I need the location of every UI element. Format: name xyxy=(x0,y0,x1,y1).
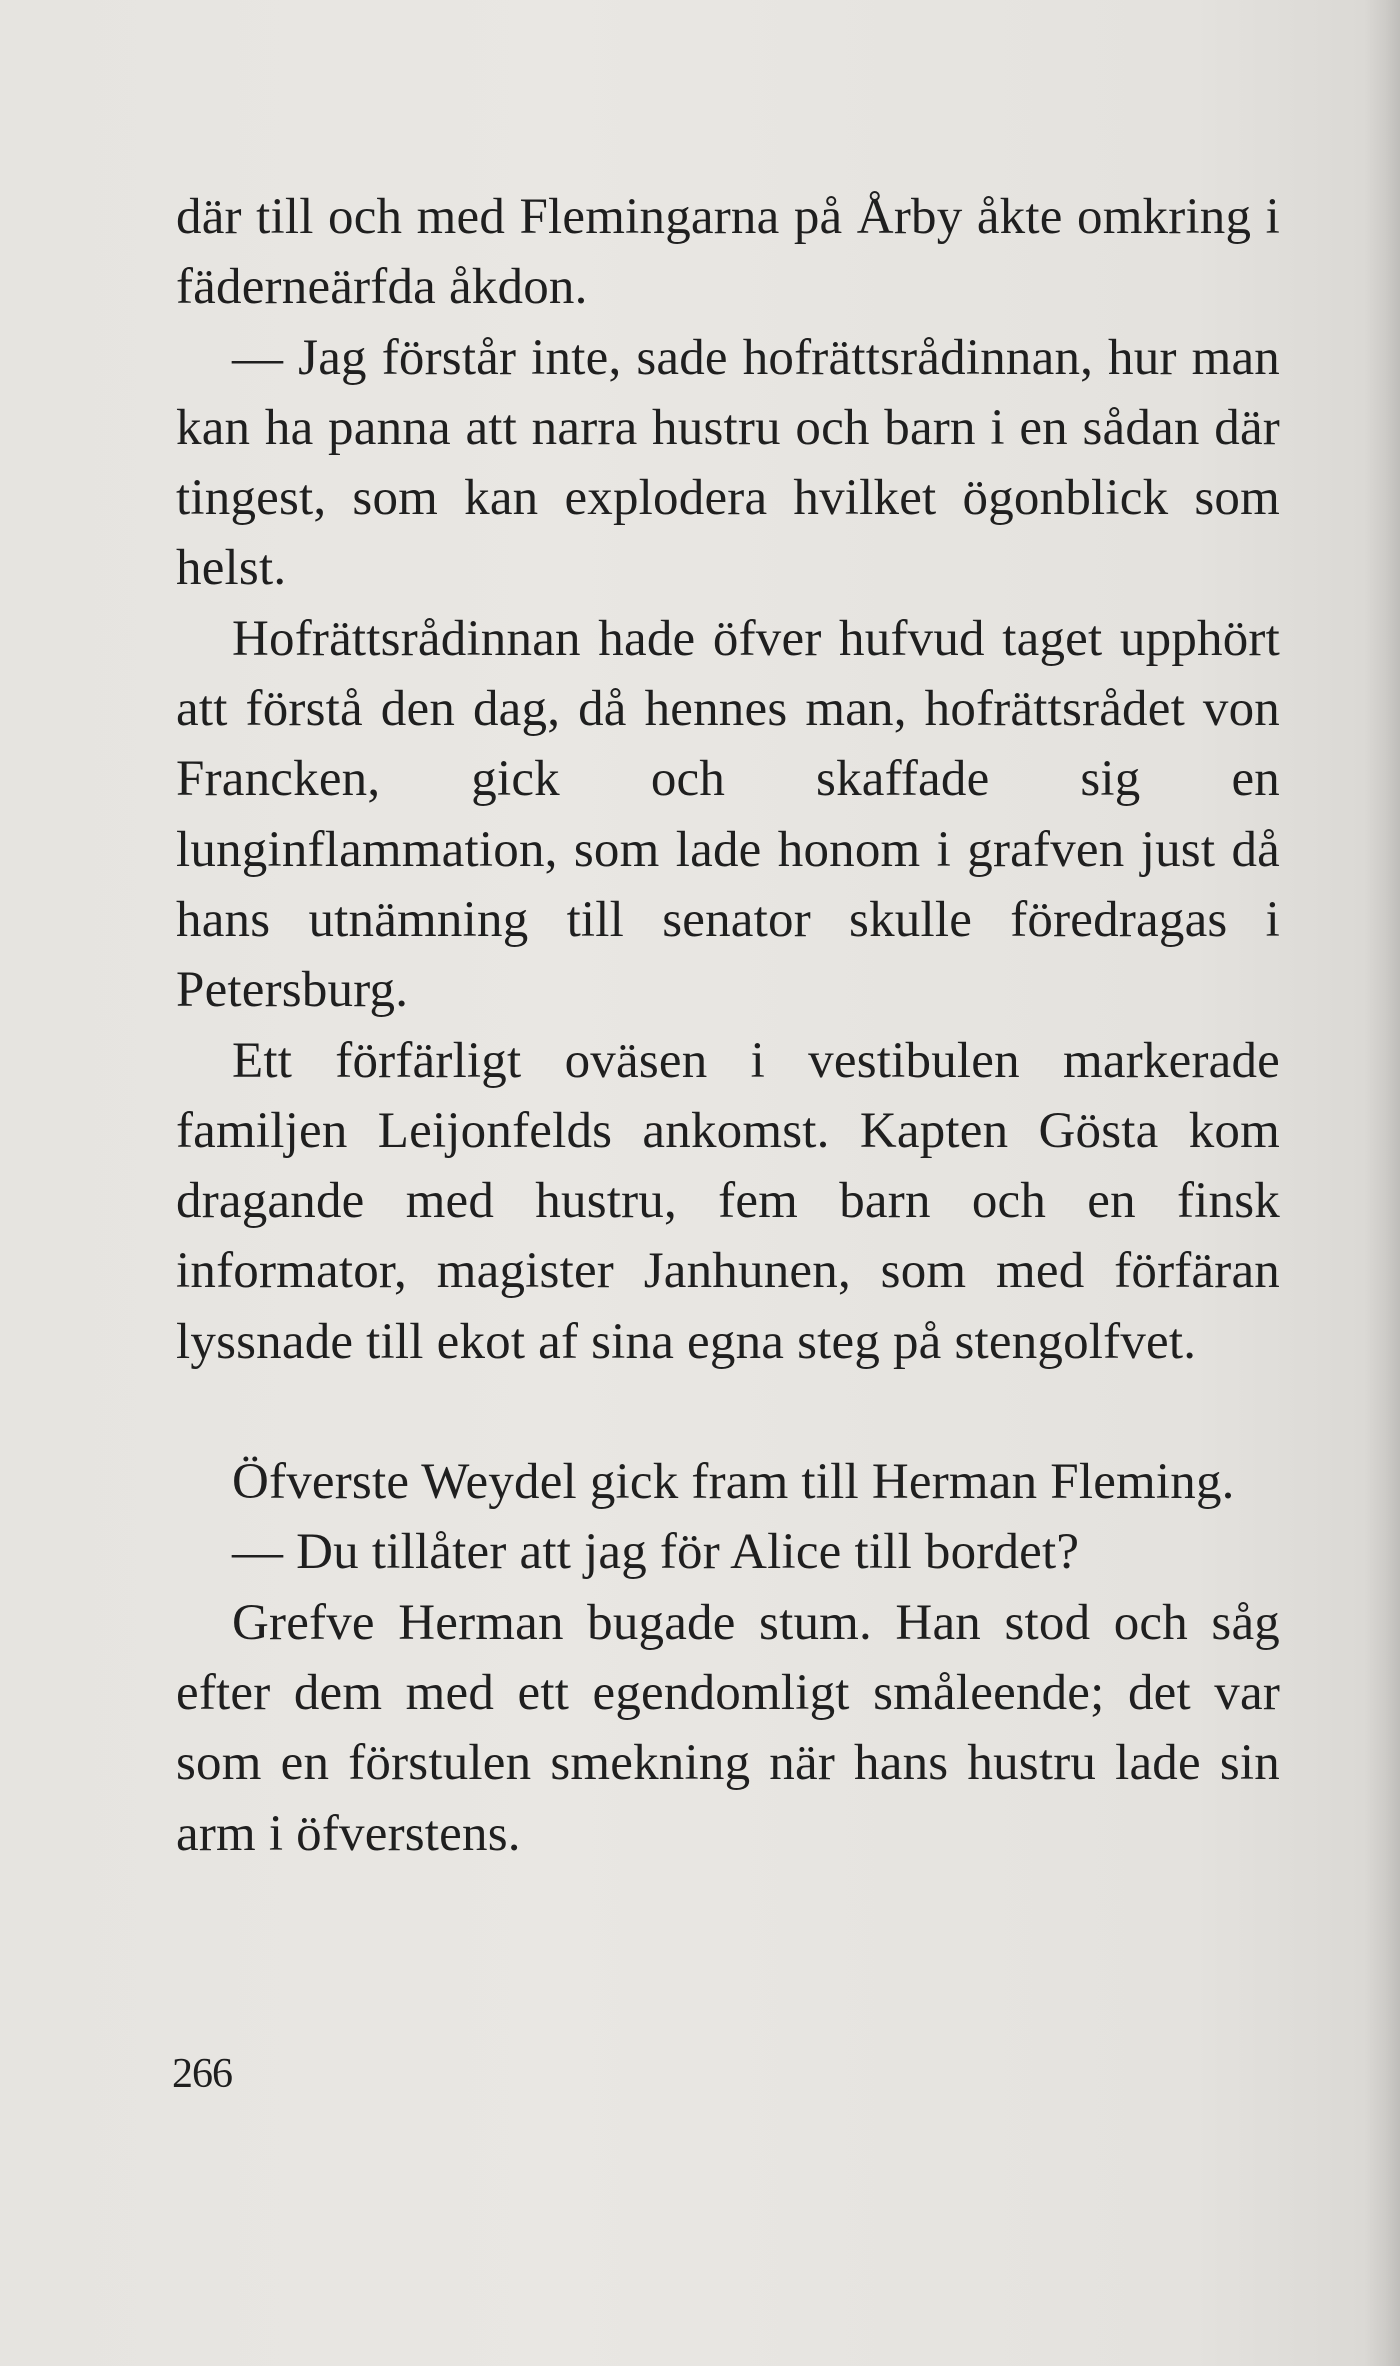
paragraph-7: Grefve Herman bugade stum. Han stod och såg efter dem med ett egendomligt småleende; det var som en förstulen smekning när hans hustru lade sin arm i öfverstens. xyxy=(176,1594,1280,1862)
paragraph-5: Öfverste Weydel gick fram till Herman Fleming. xyxy=(232,1454,1235,1511)
page-edge-shadow xyxy=(1364,0,1400,2366)
paragraph-2: — Jag förstår inte, sade hofrättsrådinnan, hur man kan ha panna att narra hustru och barn i en sådan där tingest, som kan explodera hvilket ögonblick som helst. xyxy=(176,329,1280,597)
body-text xyxy=(176,182,1280,1869)
paragraph-3: Hofrättsrådinnan hade öfver hufvud taget upphört att förstå den dag, då hennes man, hofrättsrådet von Francken, gick och skaffade sig en lunginflammation, som lade honom i grafven just då hans utnämning till senator skulle föredragas i Petersburg. xyxy=(176,610,1280,1019)
paragraph-1: där till och med Flemingarna på Årby åkte omkring i fäderneärfda åkdon. xyxy=(176,189,1280,316)
section-break xyxy=(176,1377,1280,1447)
paragraph-6: — Du tillåter att jag för Alice till bordet? xyxy=(232,1524,1080,1581)
paragraph-4: Ett förfärligt oväsen i vestibulen markerade familjen Leijonfelds ankomst. Kapten Gösta kom dragande med hustru, fem barn och en finsk informator, magister Janhunen, som med förfäran lyssnade till ekot af sina egna steg på stengolfvet. xyxy=(176,1032,1280,1370)
page-number: 266 xyxy=(172,2051,232,2097)
